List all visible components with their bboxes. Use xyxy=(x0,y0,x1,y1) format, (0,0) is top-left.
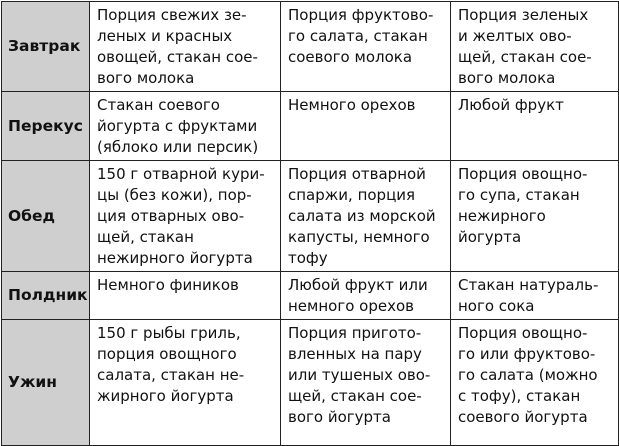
table-cell: Стакан натураль- ного сока xyxy=(451,272,619,320)
table-cell: 150 г рыбы гриль, порция овощного салата, стакан не- жирного йогурта xyxy=(90,320,281,446)
table-row-breakfast xyxy=(2,2,619,92)
table-cell: Немного орехов xyxy=(281,92,451,161)
table-row-dinner xyxy=(2,320,619,446)
table-row-afternoon-snack xyxy=(2,272,619,320)
meal-label-dinner: Ужин xyxy=(2,320,90,446)
table-cell: Стакан соевого йогурта с фруктами (яблоко или персик) xyxy=(90,92,281,161)
table-cell: Порция отварной спаржи, порция салата из морской капусты, немного тофу xyxy=(281,161,451,272)
table-cell: Любой фрукт xyxy=(451,92,619,161)
table-cell: Любой фрукт или немного орехов xyxy=(281,272,451,320)
table-cell: Порция пригото- вленных на пару или тушеных ово- щей, стакан сое- вого йогурта xyxy=(281,320,451,446)
table-cell: Порция свежих зе- леных и красных овощей, стакан сое- вого молока xyxy=(90,2,281,92)
table-cell: 150 г отварной кури- цы (без кожи), пор- ция отварных ово- щей, стакан нежирного йогурта xyxy=(90,161,281,272)
meal-label-lunch: Обед xyxy=(2,161,90,272)
meal-label-snack: Перекус xyxy=(2,92,90,161)
table-cell: Порция зеленых и желтых ово- щей, стакан сое- вого молока xyxy=(451,2,619,92)
table-cell: Порция овощно- го или фруктово- го салата (можно с тофу), стакан соевого йогурта xyxy=(451,320,619,446)
table-cell: Порция фруктово- го салата, стакан соевого молока xyxy=(281,2,451,92)
table-cell: Порция овощно- го супа, стакан нежирного йогурта xyxy=(451,161,619,272)
meal-label-breakfast: Завтрак xyxy=(2,2,90,92)
meal-plan-table xyxy=(1,1,619,446)
table-cell: Немного фиников xyxy=(90,272,281,320)
table-row-snack xyxy=(2,92,619,161)
table-row-lunch xyxy=(2,161,619,272)
meal-label-afternoon-snack: Полдник xyxy=(2,272,90,320)
